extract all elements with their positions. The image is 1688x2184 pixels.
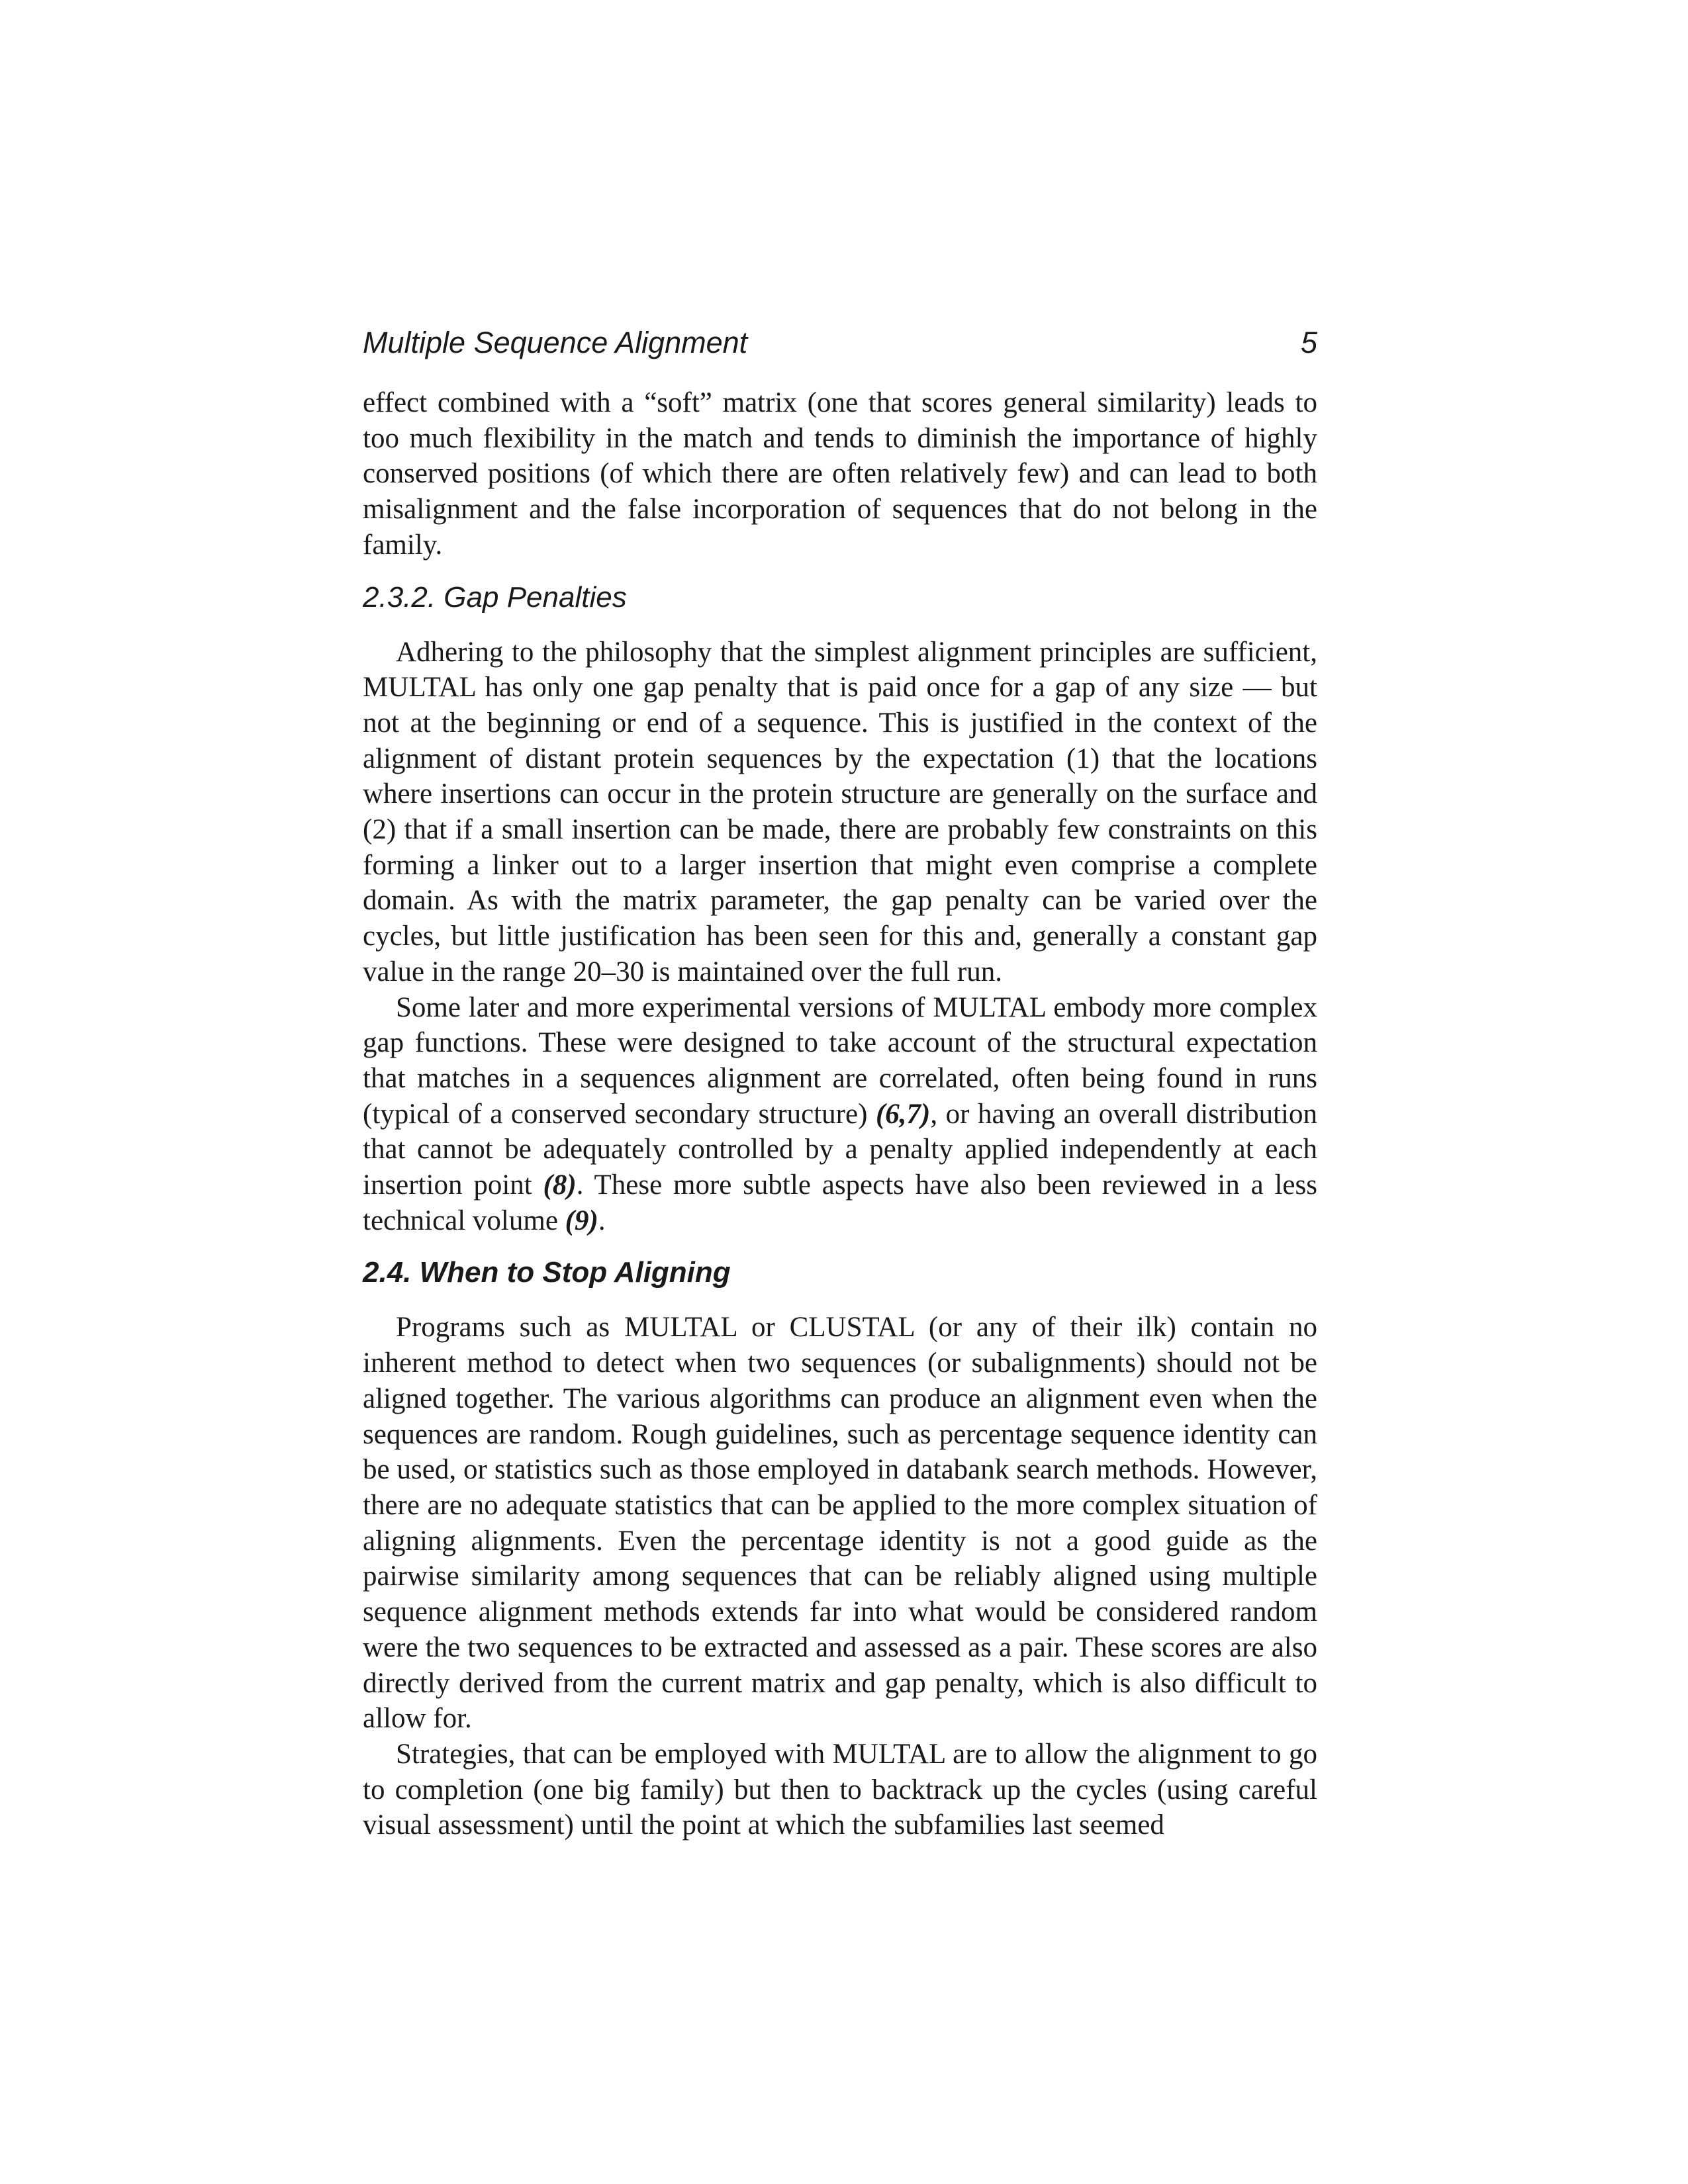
page-body [363, 385, 1317, 1843]
running-header [363, 323, 1317, 363]
text-run: , or having an overall distribution that cannot be adequately controlled by a penalty applied independently at each insertion point [363, 1098, 1317, 1201]
page-number: 5 [1300, 326, 1317, 359]
citation-ref: (9) [565, 1205, 598, 1236]
continued-paragraph: effect combined with a “soft” matrix (one that scores general similarity) leads to too much flexibility in the match and tends to diminish the importance of highly conserved positions (of which there are often relatively few) and can lead to both misalignment and the false incorporation of sequences that do not belong in the family. [363, 387, 1317, 561]
when-to-stop-paragraph-2: Strategies, that can be employed with MULTAL are to allow the alignment to go to completion (one big family) but then to backtrack up the cycles (using careful visual assessment) until the point at which the subfamilies last seemed [363, 1738, 1317, 1841]
citation-ref: (8) [543, 1169, 577, 1201]
gap-penalties-paragraph-1: Adhering to the philosophy that the simplest alignment principles are sufficient, MULTAL has only one gap penalty that is paid once for a gap of any size — but not at the beginning or end of a sequence. This is justified in the context of the alignment of distant protein sequences by the expectation (1) that the locations where insertions can occur in the protein structure are generally on the surface and (2) that if a small insertion can be made, there are probably few constraints on this forming a linker out to a larger insertion that might even comprise a complete domain. As with the matrix parameter, the gap penalty can be varied over the cycles, but little justification has been seen for this and, generally a constant gap value in the range 20–30 is maintained over the full run. [363, 636, 1317, 987]
gap-penalties-paragraph-2 [363, 990, 1317, 1239]
running-title: Multiple Sequence Alignment [363, 326, 748, 359]
section-heading-when-to-stop: 2.4. When to Stop Aligning [363, 1256, 731, 1289]
text-run: . [598, 1205, 606, 1236]
citation-ref: (6,7) [875, 1098, 931, 1130]
text-run: . These more subtle aspects have also been reviewed in a less technical volume [363, 1169, 1317, 1236]
section-heading-gap-penalties: 2.3.2. Gap Penalties [363, 580, 627, 614]
when-to-stop-paragraph-1: Programs such as MULTAL or CLUSTAL (or any of their ilk) contain no inherent method to detect when two sequences (or subalignments) should not be aligned together. The various algorithms can produce an alignment even when the sequences are random. Rough guidelines, such as percentage sequence identity can be used, or statistics such as those employed in databank search methods. However, there are no adequate statistics that can be applied to the more complex situation of aligning alignments. Even the percentage identity is not a good guide as the pairwise similarity among sequences that can be reliably aligned using multiple sequence alignment methods extends far into what would be considered random were the two sequences to be extracted and assessed as a pair. These scores are also directly derived from the current matrix and gap penalty, which is also difficult to allow for. [363, 1312, 1317, 1735]
text-run: Some later and more experimental versions of MULTAL embody more complex gap functions. These were designed to take account of the structural expectation that matches in a sequences alignment are correlated, often being found in runs (typical of a conserved secondary structure) [363, 991, 1317, 1130]
